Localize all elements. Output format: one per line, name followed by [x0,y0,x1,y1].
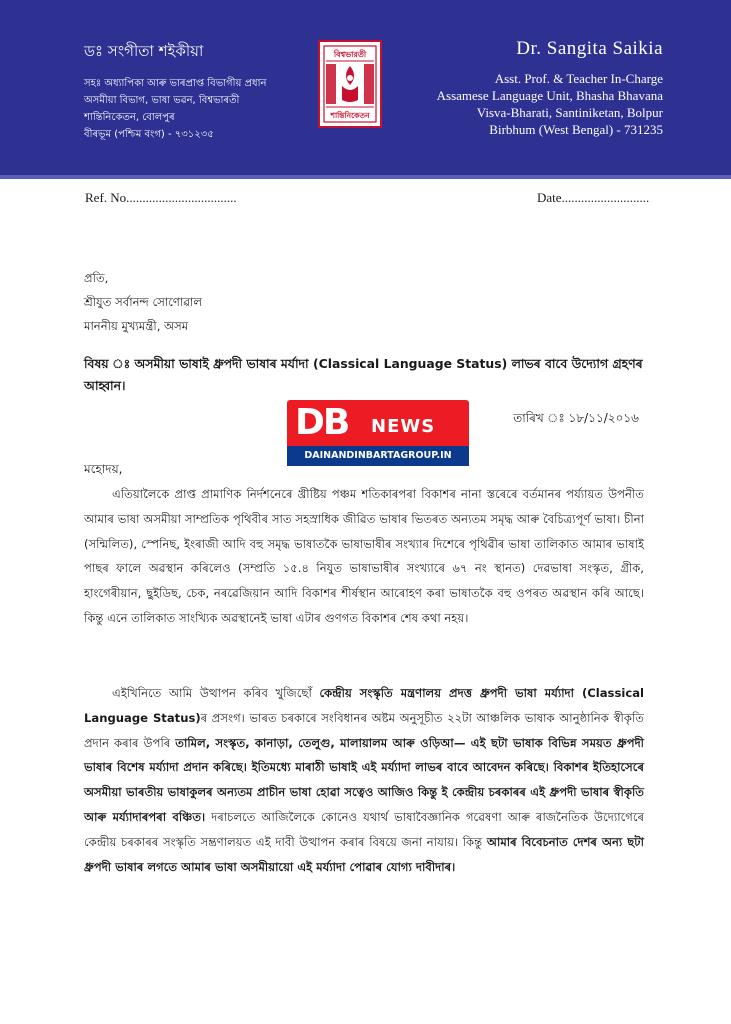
para2-bold-3: আমাৰ বিবেচনাত দেশৰ অন্য ছটা ধ্ৰুপদী ভাষাৰ লগতে আমাৰ ভাষা অসমীয়ায়ো এই মৰ্য্যাদা পোৱাৰ যোগ্য দাবীদাৰ। [84,834,644,874]
place-assamese: শান্তিনিকেতন, বোলপুৰ [84,112,175,123]
designation-english: Asst. Prof. & Teacher In-Charge [494,71,663,86]
watermark-brand: DB [295,402,349,443]
address-to: প্ৰতি, [84,271,109,285]
watermark-red-block [287,400,469,446]
designation-assamese: সহঃ অধ্যাপিকা আৰু ভাৰপ্ৰাপ্ত বিভাগীয় প্ৰধান [84,78,267,89]
letterhead-left-block [84,40,314,143]
para2-text-3: দৰাচলতে আজিলৈকে কোনেও যথাৰ্থ ভাষাবৈজ্ঞানিক গৱেষণা আৰু ৰাজনৈতিক উদ্যোগেৰে কেন্দ্ৰীয় চৰকাৰৰ সংস্কৃতি সম্ভ্ৰণালয়ত এই দাবী উত্থাপন কৰাৰ বিষয়ে জনা নাযায়। কিন্তু [84,809,645,849]
department-english: Assamese Language Unit, Bhasha Bhavana [436,88,663,103]
para2-text-2: ৰ প্ৰসংগ। ভাৰত চৰকাৰে সংবিধানৰ অষ্টম অনুসূচীত ২২টা আঞ্চলিক ভাষাক আনুষ্ঠানিক স্বীকৃতি প্ৰদান কৰাৰ উপৰি [84,710,644,750]
place-english: Visva-Bharati, Santiniketan, Bolpur [476,105,663,120]
letter-subject: বিষয় ঃ অসমীয়া ভাষাই ধ্ৰুপদী ভাষাৰ মৰ্যাদা (Classical Language Status) লাভৰ বাবে উদ্যোগ গ্ৰহণৰ আহ্বান। [84,356,643,393]
date-field: Date........................... [537,190,650,205]
author-name-english: Dr. Sangita Saikia [516,38,663,59]
para2-text-1: এইখিনিতে আমি উত্থাপন কৰিব খুজিছোঁ [112,686,320,700]
recipient-title: মাননীয় মুখ্যমন্ত্ৰী, অসম [84,319,189,333]
letterhead-stripe [0,175,731,179]
letterhead-right-block [373,38,663,138]
district-english: Birbhum (West Bengal) - 731235 [489,122,663,137]
logo-emblem-icon [320,42,380,126]
letterhead-band [0,0,731,175]
logo-top-text: বিশ্বভারতী [333,50,367,59]
paragraph-1: এতিয়ালৈকে প্ৰাপ্ত প্ৰামাণিক নিৰ্দশনেৰে খ্ৰীষ্টিয় পঞ্চম শতিকাৰপৰা বিকাশৰ নানা স্তৰেৰে বৰ্তমানৰ পৰ্য্যায়ত উপনীত আমাৰ ভাষা অসমীয়া সাম্প্ৰতিক পৃথিবীৰ সাত সহস্ৰাধিক জীৱিত ভাষাৰ ভিতৰত অন্যতম সমৃদ্ধ আৰু বৈচিত্ৰ্যপূৰ্ণ ভাষা। চীনা (সন্মিলিত), স্পেনিছ, ইংৰাজী আদি বহু সমৃদ্ধ ভাষাতকৈ ভাষাভাষীৰ সংখ্যাৰ দিশেৰে পৃথিৱীৰ ভাষা তালিকাত আমাৰ ভাষাই পাছৰ ফালে অৱস্থান কৰিলেও (সম্প্ৰতি ১৫.৪ নিযুত ভাষাভাষীৰ সংখ্যাৰে ৬৭ নং স্থানত) দেৱভাষা সংস্কৃত, গ্ৰীক, হাংগেৰীয়ান, ছুইডিছ, চেক, নৰৱেজিয়ান আদি বিকাশৰ শীৰ্ষস্থান আৰোহণ কৰা ভাষাতকৈ বহু ওপৰত অৱস্থান কৰি আছে। কিন্তু এনে তালিকাত সাংখ্যিক অৱস্থানেই ভাষা এটাৰ গুণগত বিকাশৰ শেষ কথা নহয়। [84,487,644,625]
recipient-name: শ্ৰীযুত সৰ্বানন্দ সোণোৱাল [84,295,203,309]
salutation: মহোদয়, [84,462,123,476]
ref-number-field: Ref. No.................................. [85,190,237,205]
para2-bold-2: তামিল, সংস্কৃত, কানাড়া, তেলুগু, মালায়ালম আৰু ওড়িআ— এই ছটা ভাষাক বিভিন্ন সময়ত ধ্ৰুপদী ভাষাৰ বিশেষ মৰ্য্যাদা প্ৰদান কৰিছে। ইতিমধ্যে মাৰাঠী ভাষাই এই মৰ্য্যাদা লাভৰ বাবে আবেদন কৰিছে। বিকাশৰ ইতিহাসেৰে অসমীয়া ভাৰতীয় ভাষাকুলৰ অন্যতম প্ৰাচীন ভাষা হোৱা সত্বেও আজিও কিন্তু ই কেন্দ্ৰীয় চৰকাৰৰ এই ধ্ৰুপদী ভাষাৰ স্বীকৃতি আৰু মৰ্য্যাদাৰপৰা বঞ্চিত। [84,735,645,824]
paragraph-2 [84,681,644,879]
logo-bottom-text: শান্তিনিকেতন [330,111,370,120]
district-assamese: বীৰভূম (পশ্চিম বংগ) - ৭৩১২৩৫ [84,129,214,140]
author-name-assamese: ডঃ সংগীতা শইকীয়া [84,42,204,60]
watermark-word: NEWS [371,416,436,437]
letter-date: তাৰিখ ঃ ১৮/১১/২০১৬ [513,411,639,425]
para2-bold-1: কেন্দ্ৰীয় সংস্কৃতি মন্ত্ৰণালয় প্ৰদত্ত ধ্ৰুপদী ভাষা মৰ্য্যাদা (Classical Language Status) [84,686,645,725]
db-news-watermark [287,400,469,468]
recipient-address [84,266,644,338]
watermark-site: DAINANDINBARTAGROUP.IN [287,446,469,466]
department-assamese: অসমীয়া বিভাগ, ভাষা ভৱন, বিশ্বভাৰতী [84,95,240,106]
